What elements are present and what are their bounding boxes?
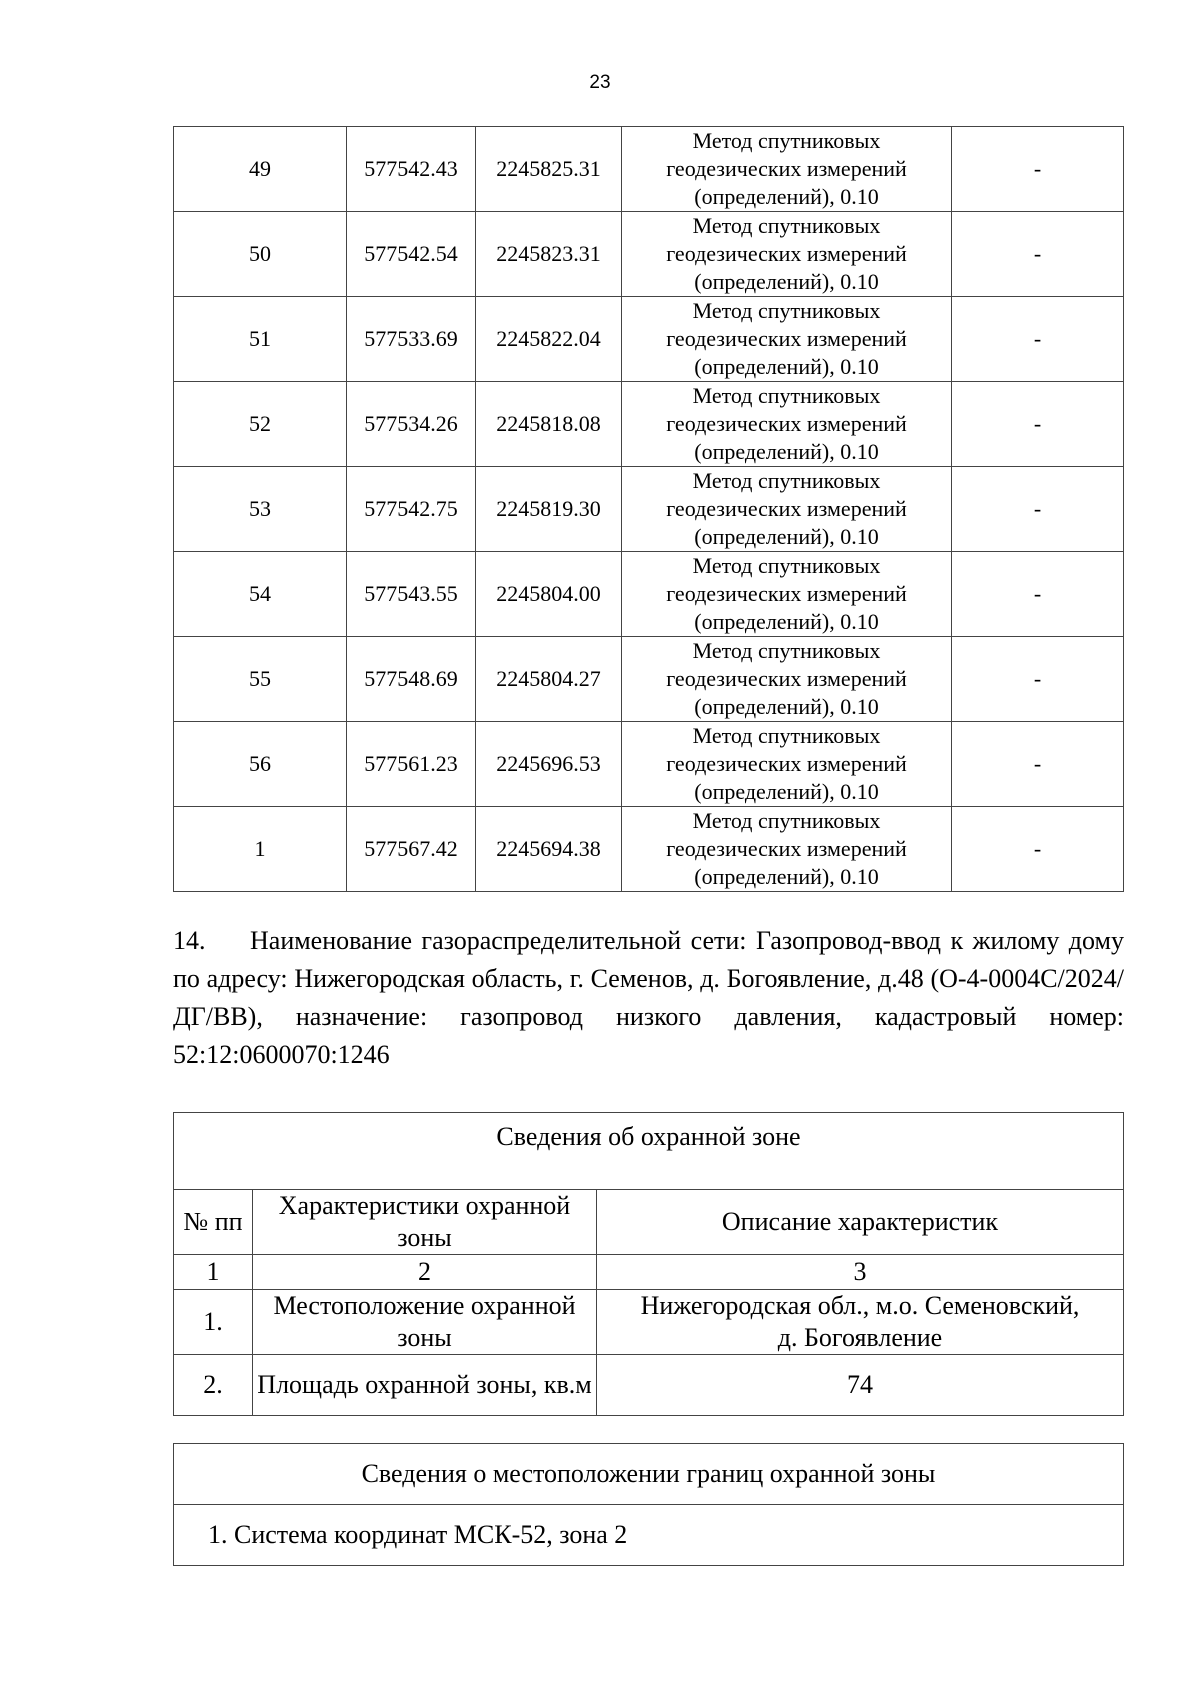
protection-zone-table: [173, 1112, 1124, 1416]
y-coordinate-text: 2245819.30: [496, 496, 601, 521]
method-description: [622, 127, 952, 212]
x-coordinate-text: 577542.54: [364, 241, 458, 266]
method-description-text: (определений), 0.10: [694, 694, 879, 719]
coordinate-system-item: 1. Система координат МСК-52, зона 2: [174, 1505, 1124, 1566]
method-description-text: (определений), 0.10: [694, 269, 879, 294]
point-number-text: 50: [249, 241, 271, 266]
method-description-text: геодезических измерений: [666, 411, 907, 436]
table-row: [174, 722, 1124, 807]
y-coordinate-text: 2245694.38: [496, 836, 601, 861]
point-number-text: 49: [249, 156, 271, 181]
method-description: [622, 212, 952, 297]
boundaries-table: [173, 1443, 1124, 1566]
y-coordinate-text: 2245696.53: [496, 751, 601, 776]
row2-description: 74: [597, 1355, 1124, 1416]
note-text: -: [1033, 666, 1042, 691]
x-coordinate: [347, 807, 476, 892]
y-coordinate: [476, 807, 622, 892]
note-text: -: [1033, 156, 1042, 181]
method-description: [622, 807, 952, 892]
zone-table-title: Сведения об охранной зоне: [174, 1113, 1124, 1190]
x-coordinate: [347, 637, 476, 722]
method-description-text: Метод спутниковых: [692, 128, 881, 153]
point-number: [174, 467, 347, 552]
note: [952, 552, 1124, 637]
header-characteristics-line1: Характеристики охранной: [278, 1191, 571, 1220]
boundaries-table-title: Сведения о местоположении границ охранной зоны: [174, 1444, 1124, 1505]
y-coordinate: [476, 467, 622, 552]
point-number: [174, 382, 347, 467]
point-number-text: 55: [249, 666, 271, 691]
note: [952, 297, 1124, 382]
method-description-text: (определений), 0.10: [694, 184, 879, 209]
method-description-text: Метод спутниковых: [692, 298, 881, 323]
method-description-text: Метод спутниковых: [692, 468, 881, 493]
x-coordinate: [347, 297, 476, 382]
header-num: № пп: [174, 1190, 253, 1255]
method-description-text: геодезических измерений: [666, 751, 907, 776]
x-coordinate: [347, 382, 476, 467]
x-coordinate: [347, 722, 476, 807]
method-description-text: Метод спутниковых: [692, 383, 881, 408]
method-description-text: геодезических измерений: [666, 241, 907, 266]
x-coordinate: [347, 467, 476, 552]
note-text: -: [1033, 581, 1042, 606]
section-number: 14.: [173, 926, 206, 955]
y-coordinate: [476, 722, 622, 807]
note: [952, 807, 1124, 892]
row1-characteristic-line2: зоны: [397, 1323, 452, 1352]
y-coordinate: [476, 382, 622, 467]
y-coordinate-text: 2245818.08: [496, 411, 601, 436]
note-text: -: [1033, 751, 1042, 776]
method-description-text: геодезических измерений: [666, 666, 907, 691]
point-number-text: 54: [249, 581, 271, 606]
method-description-text: (определений), 0.10: [694, 354, 879, 379]
note-text: -: [1033, 241, 1042, 266]
point-number: [174, 297, 347, 382]
note: [952, 127, 1124, 212]
row1-description: [597, 1290, 1124, 1355]
method-description-text: геодезических измерений: [666, 581, 907, 606]
x-coordinate-text: 577542.75: [364, 496, 458, 521]
table-row: [174, 467, 1124, 552]
note: [952, 637, 1124, 722]
point-number: [174, 127, 347, 212]
method-description-text: Метод спутниковых: [692, 553, 881, 578]
col-number-3: 3: [597, 1255, 1124, 1290]
section-text: Наименование газораспределительной сети: Газопровод-ввод к жилому дому по адресу: Нижегородская область, г. Семенов, д. Богоявление, д.48 (О-4-0004С/2024/ДГ/ВВ), назначение: газопровод низкого давления, кадастровый номер: 52:12:0600070:1246: [173, 926, 1124, 1069]
table-row: [174, 212, 1124, 297]
y-coordinate-text: 2245823.31: [496, 241, 601, 266]
point-number: [174, 722, 347, 807]
row1-description-line2: д. Богоявление: [777, 1323, 943, 1352]
table-row: [174, 297, 1124, 382]
col-number-1: 1: [174, 1255, 253, 1290]
col-number-2: 2: [253, 1255, 597, 1290]
method-description-text: (определений), 0.10: [694, 609, 879, 634]
table-row: [174, 637, 1124, 722]
method-description-text: Метод спутниковых: [692, 213, 881, 238]
header-characteristics-line2: зоны: [397, 1223, 452, 1252]
y-coordinate: [476, 637, 622, 722]
method-description-text: геодезических измерений: [666, 156, 907, 181]
x-coordinate: [347, 212, 476, 297]
x-coordinate-text: 577548.69: [364, 666, 458, 691]
x-coordinate-text: 577534.26: [364, 411, 458, 436]
x-coordinate: [347, 127, 476, 212]
method-description-text: геодезических измерений: [666, 326, 907, 351]
method-description: [622, 297, 952, 382]
note-text: -: [1033, 496, 1042, 521]
method-description: [622, 467, 952, 552]
row2-characteristic: Площадь охранной зоны, кв.м: [253, 1355, 597, 1416]
x-coordinate-text: 577567.42: [364, 836, 458, 861]
method-description: [622, 637, 952, 722]
point-number: [174, 552, 347, 637]
point-number-text: 1: [254, 836, 266, 861]
row1-characteristic: [253, 1290, 597, 1355]
table-row: [174, 382, 1124, 467]
point-number-text: 56: [249, 751, 271, 776]
method-description-text: (определений), 0.10: [694, 524, 879, 549]
x-coordinate-text: 577533.69: [364, 326, 458, 351]
table-row: [174, 552, 1124, 637]
y-coordinate: [476, 127, 622, 212]
row1-description-line1: Нижегородская обл., м.о. Семеновский,: [640, 1291, 1080, 1320]
x-coordinate: [347, 552, 476, 637]
header-description: Описание характеристик: [597, 1190, 1124, 1255]
y-coordinate-text: 2245825.31: [496, 156, 601, 181]
point-number-text: 51: [249, 326, 271, 351]
y-coordinate-text: 2245804.00: [496, 581, 601, 606]
method-description-text: (определений), 0.10: [694, 439, 879, 464]
coordinates-table: [173, 126, 1124, 892]
method-description-text: Метод спутниковых: [692, 723, 881, 748]
note: [952, 722, 1124, 807]
header-characteristics: [253, 1190, 597, 1255]
x-coordinate-text: 577542.43: [364, 156, 458, 181]
table-row: [174, 807, 1124, 892]
row1-num: 1.: [174, 1290, 253, 1355]
row2-num: 2.: [174, 1355, 253, 1416]
method-description: [622, 382, 952, 467]
method-description-text: геодезических измерений: [666, 496, 907, 521]
point-number: [174, 212, 347, 297]
note-text: -: [1033, 836, 1042, 861]
point-number: [174, 807, 347, 892]
point-number: [174, 637, 347, 722]
page-number: 23: [589, 72, 611, 93]
note: [952, 382, 1124, 467]
method-description-text: (определений), 0.10: [694, 864, 879, 889]
note-text: -: [1033, 411, 1042, 436]
method-description: [622, 552, 952, 637]
note-text: -: [1033, 326, 1042, 351]
y-coordinate: [476, 552, 622, 637]
point-number-text: 53: [249, 496, 271, 521]
method-description-text: геодезических измерений: [666, 836, 907, 861]
y-coordinate-text: 2245804.27: [496, 666, 601, 691]
point-number-text: 52: [249, 411, 271, 436]
method-description-text: Метод спутниковых: [692, 638, 881, 663]
note: [952, 212, 1124, 297]
y-coordinate: [476, 212, 622, 297]
section-paragraph: [173, 922, 1124, 1074]
row1-characteristic-line1: Местоположение охранной: [273, 1291, 576, 1320]
method-description-text: Метод спутниковых: [692, 808, 881, 833]
x-coordinate-text: 577561.23: [364, 751, 458, 776]
note: [952, 467, 1124, 552]
table-row: [174, 127, 1124, 212]
method-description: [622, 722, 952, 807]
y-coordinate-text: 2245822.04: [496, 326, 601, 351]
method-description-text: (определений), 0.10: [694, 779, 879, 804]
y-coordinate: [476, 297, 622, 382]
x-coordinate-text: 577543.55: [364, 581, 458, 606]
